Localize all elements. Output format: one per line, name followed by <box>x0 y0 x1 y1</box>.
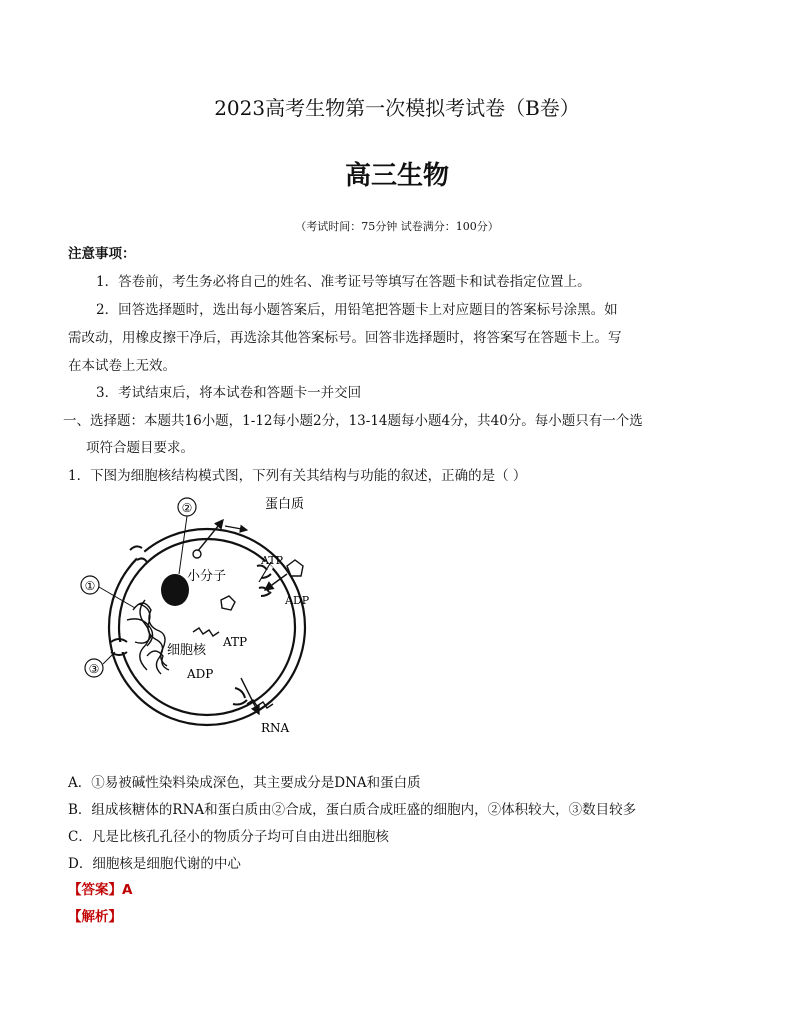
label-atp-top: ATP <box>261 554 284 567</box>
answer-value: A <box>122 882 133 898</box>
question-1-stem: 1．下图为细胞核结构模式图，下列有关其结构与功能的叙述，正确的是（ ） <box>68 468 527 484</box>
label-rna: RNA <box>261 721 290 735</box>
option-c: C．凡是比核孔孔径小的物质分子均可自由进出细胞核 <box>68 829 389 845</box>
option-a: A．①易被碱性染料染成深色，其主要成分是DNA和蛋白质 <box>68 775 421 791</box>
section-1-heading-line-2: 项符合题目要求。 <box>86 440 194 456</box>
marker-2-label: ② <box>181 501 193 515</box>
section-1-heading-line-1: 一、选择题：本题共16小题，1-12每小题2分，13-14题每小题4分，共40分。每小题只有一个选 <box>63 413 643 429</box>
option-b: B．组成核糖体的RNA和蛋白质由②合成，蛋白质合成旺盛的细胞内，②体积较大，③数目较多 <box>68 802 637 818</box>
answer-label: 【答案】 <box>68 882 122 898</box>
marker-3-label: ③ <box>88 662 100 676</box>
note-item-2-line-1: 2．回答选择题时，选出每小题答案后，用铅笔把答题卡上对应题目的答案标号涂黑。如 <box>96 302 618 318</box>
small-molecule-shape <box>221 596 235 610</box>
chromatin <box>127 600 169 674</box>
label-protein: 蛋白质 <box>265 497 305 512</box>
label-nucleus: 细胞核 <box>167 643 207 658</box>
option-d: D．细胞核是细胞代谢的中心 <box>68 856 241 872</box>
notes-heading: 注意事项： <box>68 246 136 262</box>
exam-title: 2023高考生物第一次模拟考试卷（B卷） <box>214 96 580 120</box>
label-atp-bottom: ATP <box>223 635 248 649</box>
note-item-2-line-2: 需改动，用橡皮擦干净后，再选涂其他答案标号。回答非选择题时，将答案写在答题卡上。写 <box>68 330 622 346</box>
marker-1-label: ① <box>84 579 96 593</box>
note-item-3: 3．考试结束后，将本试卷和答题卡一并交回 <box>96 385 362 401</box>
label-adp-bottom: ADP <box>187 667 214 681</box>
exam-info: （考试时间：75分钟 试卷满分：100分） <box>295 220 499 233</box>
analysis-label: 【解析】 <box>68 909 122 925</box>
note-item-2-line-3: 在本试卷上无效。 <box>68 358 176 374</box>
protein-shape <box>287 560 303 576</box>
rna-strand-inside <box>193 628 219 636</box>
exam-subtitle: 高三生物 <box>344 161 449 191</box>
nucleus-structure-diagram <box>75 492 335 742</box>
note-item-1: 1．答卷前，考生务必将自己的姓名、准考证号等填写在答题卡和试卷指定位置上。 <box>96 274 591 290</box>
label-small-molecule: 小分子 <box>187 569 227 584</box>
nucleolus <box>161 574 189 606</box>
label-adp-right: ADP <box>285 594 310 607</box>
answer-line <box>68 880 132 900</box>
